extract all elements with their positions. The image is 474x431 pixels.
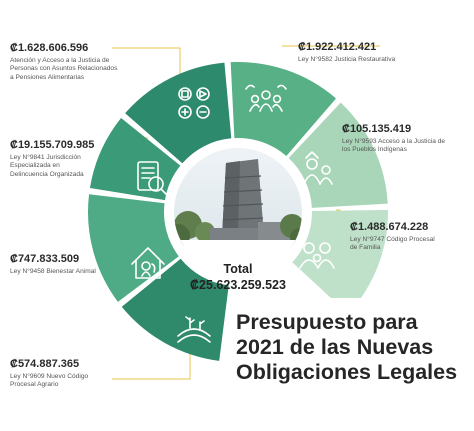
description-line: Atención y Acceso a la Justicia de — [10, 57, 110, 64]
total-label: Total — [223, 262, 253, 276]
callout-animal — [10, 253, 140, 276]
callout-agrario — [10, 358, 140, 390]
segment-description — [10, 154, 140, 179]
title-line: 2021 de las Nuevas — [236, 335, 434, 359]
description-line: Ley N°9841 Jurisdicción — [10, 154, 81, 161]
segment-amount: ₡105.135.419 — [342, 123, 412, 135]
infographic-title — [236, 310, 470, 385]
description-line: Ley N°9458 Bienestar Animal — [10, 268, 96, 275]
description-line: de Familia — [350, 244, 381, 252]
segment-amount: ₡1.488.674.228 — [350, 221, 429, 233]
segment-amount: ₡574.887.365 — [10, 358, 80, 370]
segment-amount: ₡1.628.606.596 — [10, 42, 89, 54]
callout-familia — [350, 221, 470, 253]
segment-description — [10, 57, 170, 82]
segment-description — [10, 268, 140, 276]
callout-indigenas — [342, 123, 472, 155]
segment-description — [342, 138, 472, 155]
description-line: Delincuencia Organizada — [10, 170, 84, 178]
segment-amount: ₡1.922.412.421 — [298, 41, 377, 53]
title-line: Obligaciones Legales — [236, 360, 458, 384]
description-line: Ley N°9593 Acceso a la Justicia de — [342, 138, 446, 145]
segment-description — [350, 236, 470, 253]
segment-description — [10, 373, 140, 390]
callout-delincuencia — [10, 139, 140, 179]
callout-pensiones — [10, 42, 170, 82]
description-line: Ley N°9582 Justicia Restaurativa — [298, 56, 396, 63]
callout-restaurativa — [298, 41, 468, 64]
description-line: los Pueblos Indígenas — [342, 146, 407, 154]
segment-amount: ₡747.833.509 — [10, 253, 80, 265]
description-line: Ley N°9747 Código Procesal — [350, 236, 435, 243]
description-line: Ley N°9609 Nuevo Código — [10, 373, 89, 380]
total-amount: ₡25.623.259.523 — [190, 278, 286, 292]
segment-amount: ₡19.155.709.985 — [10, 139, 95, 151]
description-line: a Pensiones Alimentarias — [10, 73, 85, 81]
title-line: Presupuesto para — [236, 310, 418, 334]
description-line: Procesal Agrario — [10, 381, 59, 389]
description-line: Especializada en — [10, 162, 60, 170]
segment-description — [298, 56, 468, 64]
description-line: Personas con Asuntos Relacionados — [10, 65, 118, 73]
